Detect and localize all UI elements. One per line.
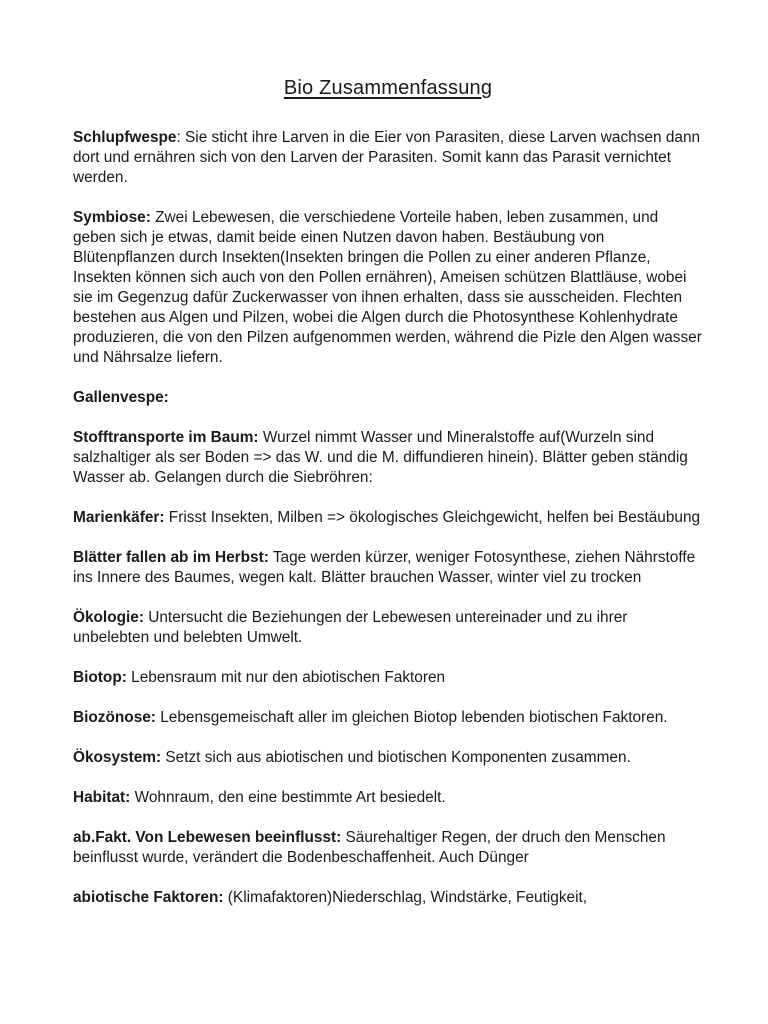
entry-biozoenose [73, 708, 703, 728]
entry-term: Stofftransporte im Baum: [73, 429, 259, 446]
entry-term: Habitat: [73, 789, 131, 806]
entry-term: Blätter fallen ab im Herbst: [73, 549, 269, 566]
entry-text: Frisst Insekten, Milben => ökologisches Gleichgewicht, helfen bei Bestäubung [164, 509, 701, 526]
entry-term: Biozönose: [73, 709, 156, 726]
entry-symbiose [73, 208, 703, 368]
entry-term: abiotische Faktoren: [73, 889, 224, 906]
document-page [73, 74, 703, 928]
entry-text: Untersucht die Beziehungen der Lebewesen untereinader und zu ihrer unbelebten und belebten Umwelt. [73, 609, 628, 646]
entry-text: Zwei Lebewesen, die verschiedene Vorteile haben, leben zusammen, und geben sich je etwas, damit beide einen Nutzen davon haben. Bestäubung von Blütenpflanzen durch Insekten(Insekten bringen die Pollen zu einer anderen Pflanze, Insekten können sich auch von den Pollen ernähren), Ameisen schützen Blattläuse, wobei sie im Gegenzug dafür Zuckerwasser von ihnen erhalten, dass sie ausscheiden. Flechten bestehen aus Algen und Pilzen, wobei die Algen durch die Photosynthese Kohlenhydrate produzieren, die von den Pilzen aufgenommen werden, während die Pizle den Algen wasser und Nährsalze liefern. [73, 209, 702, 366]
entry-text: Wohnraum, den eine bestimmte Art besiedelt. [130, 789, 446, 806]
entry-text: : Sie sticht ihre Larven in die Eier von Parasiten, diese Larven wachsen dann dort und ernähren sich von den Larven der Parasiten. Somit kann das Parasit vernichtet werden. [73, 129, 701, 186]
entry-marienkaefer [73, 508, 703, 528]
entry-oekologie [73, 608, 703, 648]
entry-ab-fakt [73, 828, 703, 868]
entry-term: Schlupfwespe [73, 129, 177, 146]
entry-text: Tage werden kürzer, weniger Fotosynthese, ziehen Nährstoffe ins Innere des Baumes, wegen kalt. Blätter brauchen Wasser, winter viel zu trocken [73, 549, 696, 586]
entry-abiotische-faktoren [73, 888, 703, 908]
entry-text: (Klimafaktoren)Niederschlag, Windstärke, Feutigkeit, [223, 889, 588, 906]
entry-term: Gallenvespe: [73, 389, 169, 406]
document-title: Bio Zusammenfassung [283, 77, 493, 99]
entry-habitat [73, 788, 703, 808]
entry-text: Wurzel nimmt Wasser und Mineralstoffe auf(Wurzeln sind salzhaltiger als ser Boden => das W. und die M. diffundieren hinein). Blätter geben ständig Wasser ab. Gelangen durch die Siebröhren: [73, 429, 688, 486]
entry-schlupfwespe [73, 128, 703, 188]
entry-text: Lebensgemeischaft aller im gleichen Biotop lebenden biotischen Faktoren. [155, 709, 668, 726]
entry-text: Setzt sich aus abiotischen und biotischen Komponenten zusammen. [161, 749, 631, 766]
entry-text: Säurehaltiger Regen, der druch den Menschen beinflusst wurde, verändert die Bodenbeschaffenheit. Auch Dünger [73, 829, 666, 866]
entry-term: Ökologie: [73, 609, 144, 626]
entry-term: ab.Fakt. Von Lebewesen beeinflusst: [73, 829, 342, 846]
entry-term: Marienkäfer: [73, 509, 165, 526]
entry-term: Symbiose: [73, 209, 151, 226]
entry-gallenvespe [73, 388, 703, 408]
entry-biotop [73, 668, 703, 688]
entry-oekosystem [73, 748, 703, 768]
entry-term: Ökosystem: [73, 749, 162, 766]
entry-stofftransporte [73, 428, 703, 488]
entry-blaetter-herbst [73, 548, 703, 588]
entry-term: Biotop: [73, 669, 127, 686]
entry-text: Lebensraum mit nur den abiotischen Faktoren [126, 669, 446, 686]
